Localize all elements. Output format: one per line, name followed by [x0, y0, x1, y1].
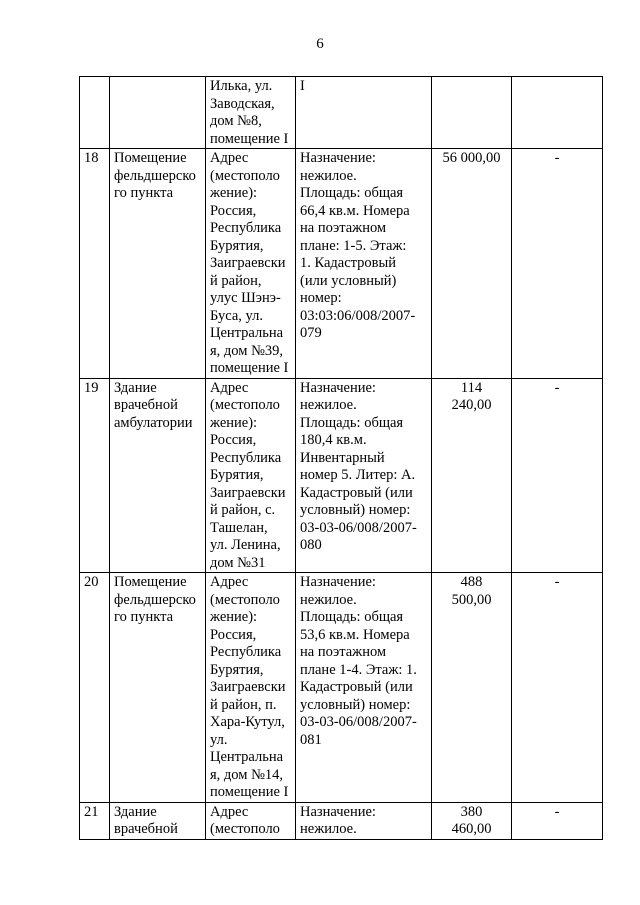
- note-cell: [512, 77, 603, 149]
- address-cell: Адрес (местополо жение): Россия, Республика Бурятия, Заиграевски й район, улус Шэнэ- Буса, ул. Центральна я, дом №39, помещение I: [206, 149, 296, 379]
- row-number-cell: 18: [80, 149, 110, 379]
- description-cell: Назначение: нежилое.: [296, 802, 432, 839]
- table-row: [80, 149, 603, 379]
- object-name-cell: Помещение фельдшерско го пункта: [110, 573, 206, 803]
- note-cell: -: [512, 378, 603, 573]
- row-number-cell: 20: [80, 573, 110, 803]
- cost-cell: 380 460,00: [432, 802, 512, 839]
- cost-cell: 114 240,00: [432, 378, 512, 573]
- page-number: 6: [316, 36, 324, 52]
- row-number-cell: [80, 77, 110, 149]
- description-cell: Назначение: нежилое. Площадь: общая 180,4 кв.м. Инвентарный номер 5. Литер: А. Кадастровый (или условный) номер: 03-03-06/008/2007- 080: [296, 378, 432, 573]
- address-cell: Адрес (местополо жение): Россия, Республика Бурятия, Заиграевски й район, п. Хара-Кутул, ул. Центральна я, дом №14, помещение I: [206, 573, 296, 803]
- description-cell: I: [296, 77, 432, 149]
- note-cell: -: [512, 149, 603, 379]
- description-cell: Назначение: нежилое. Площадь: общая 66,4 кв.м. Номера на поэтажном плане: 1-5. Этаж: 1. Кадастровый (или условный) номер: 03:03:06/008/2007- 079: [296, 149, 432, 379]
- address-cell: Адрес (местополо жение): Россия, Республика Бурятия, Заиграевски й район, с. Ташелан, ул. Ленина, дом №31: [206, 378, 296, 573]
- row-number-cell: 19: [80, 378, 110, 573]
- object-name-cell: Здание врачебной: [110, 802, 206, 839]
- cost-cell: [432, 77, 512, 149]
- table-row: [80, 573, 603, 803]
- cost-cell: 56 000,00: [432, 149, 512, 379]
- table-row: [80, 77, 603, 149]
- object-name-cell: [110, 77, 206, 149]
- note-cell: -: [512, 573, 603, 803]
- table-row: [80, 802, 603, 839]
- property-registry-table: [79, 76, 603, 840]
- description-cell: Назначение: нежилое. Площадь: общая 53,6 кв.м. Номера на поэтажном плане 1-4. Этаж: 1. Кадастровый (или условный) номер: 03-03-06/008/2007- 081: [296, 573, 432, 803]
- row-number-cell: 21: [80, 802, 110, 839]
- object-name-cell: Здание врачебной амбулатории: [110, 378, 206, 573]
- table-row: [80, 378, 603, 573]
- cost-cell: 488 500,00: [432, 573, 512, 803]
- object-name-cell: Помещение фельдшерско го пункта: [110, 149, 206, 379]
- address-cell: Адрес (местополо: [206, 802, 296, 839]
- note-cell: -: [512, 802, 603, 839]
- address-cell: Илька, ул. Заводская, дом №8, помещение I: [206, 77, 296, 149]
